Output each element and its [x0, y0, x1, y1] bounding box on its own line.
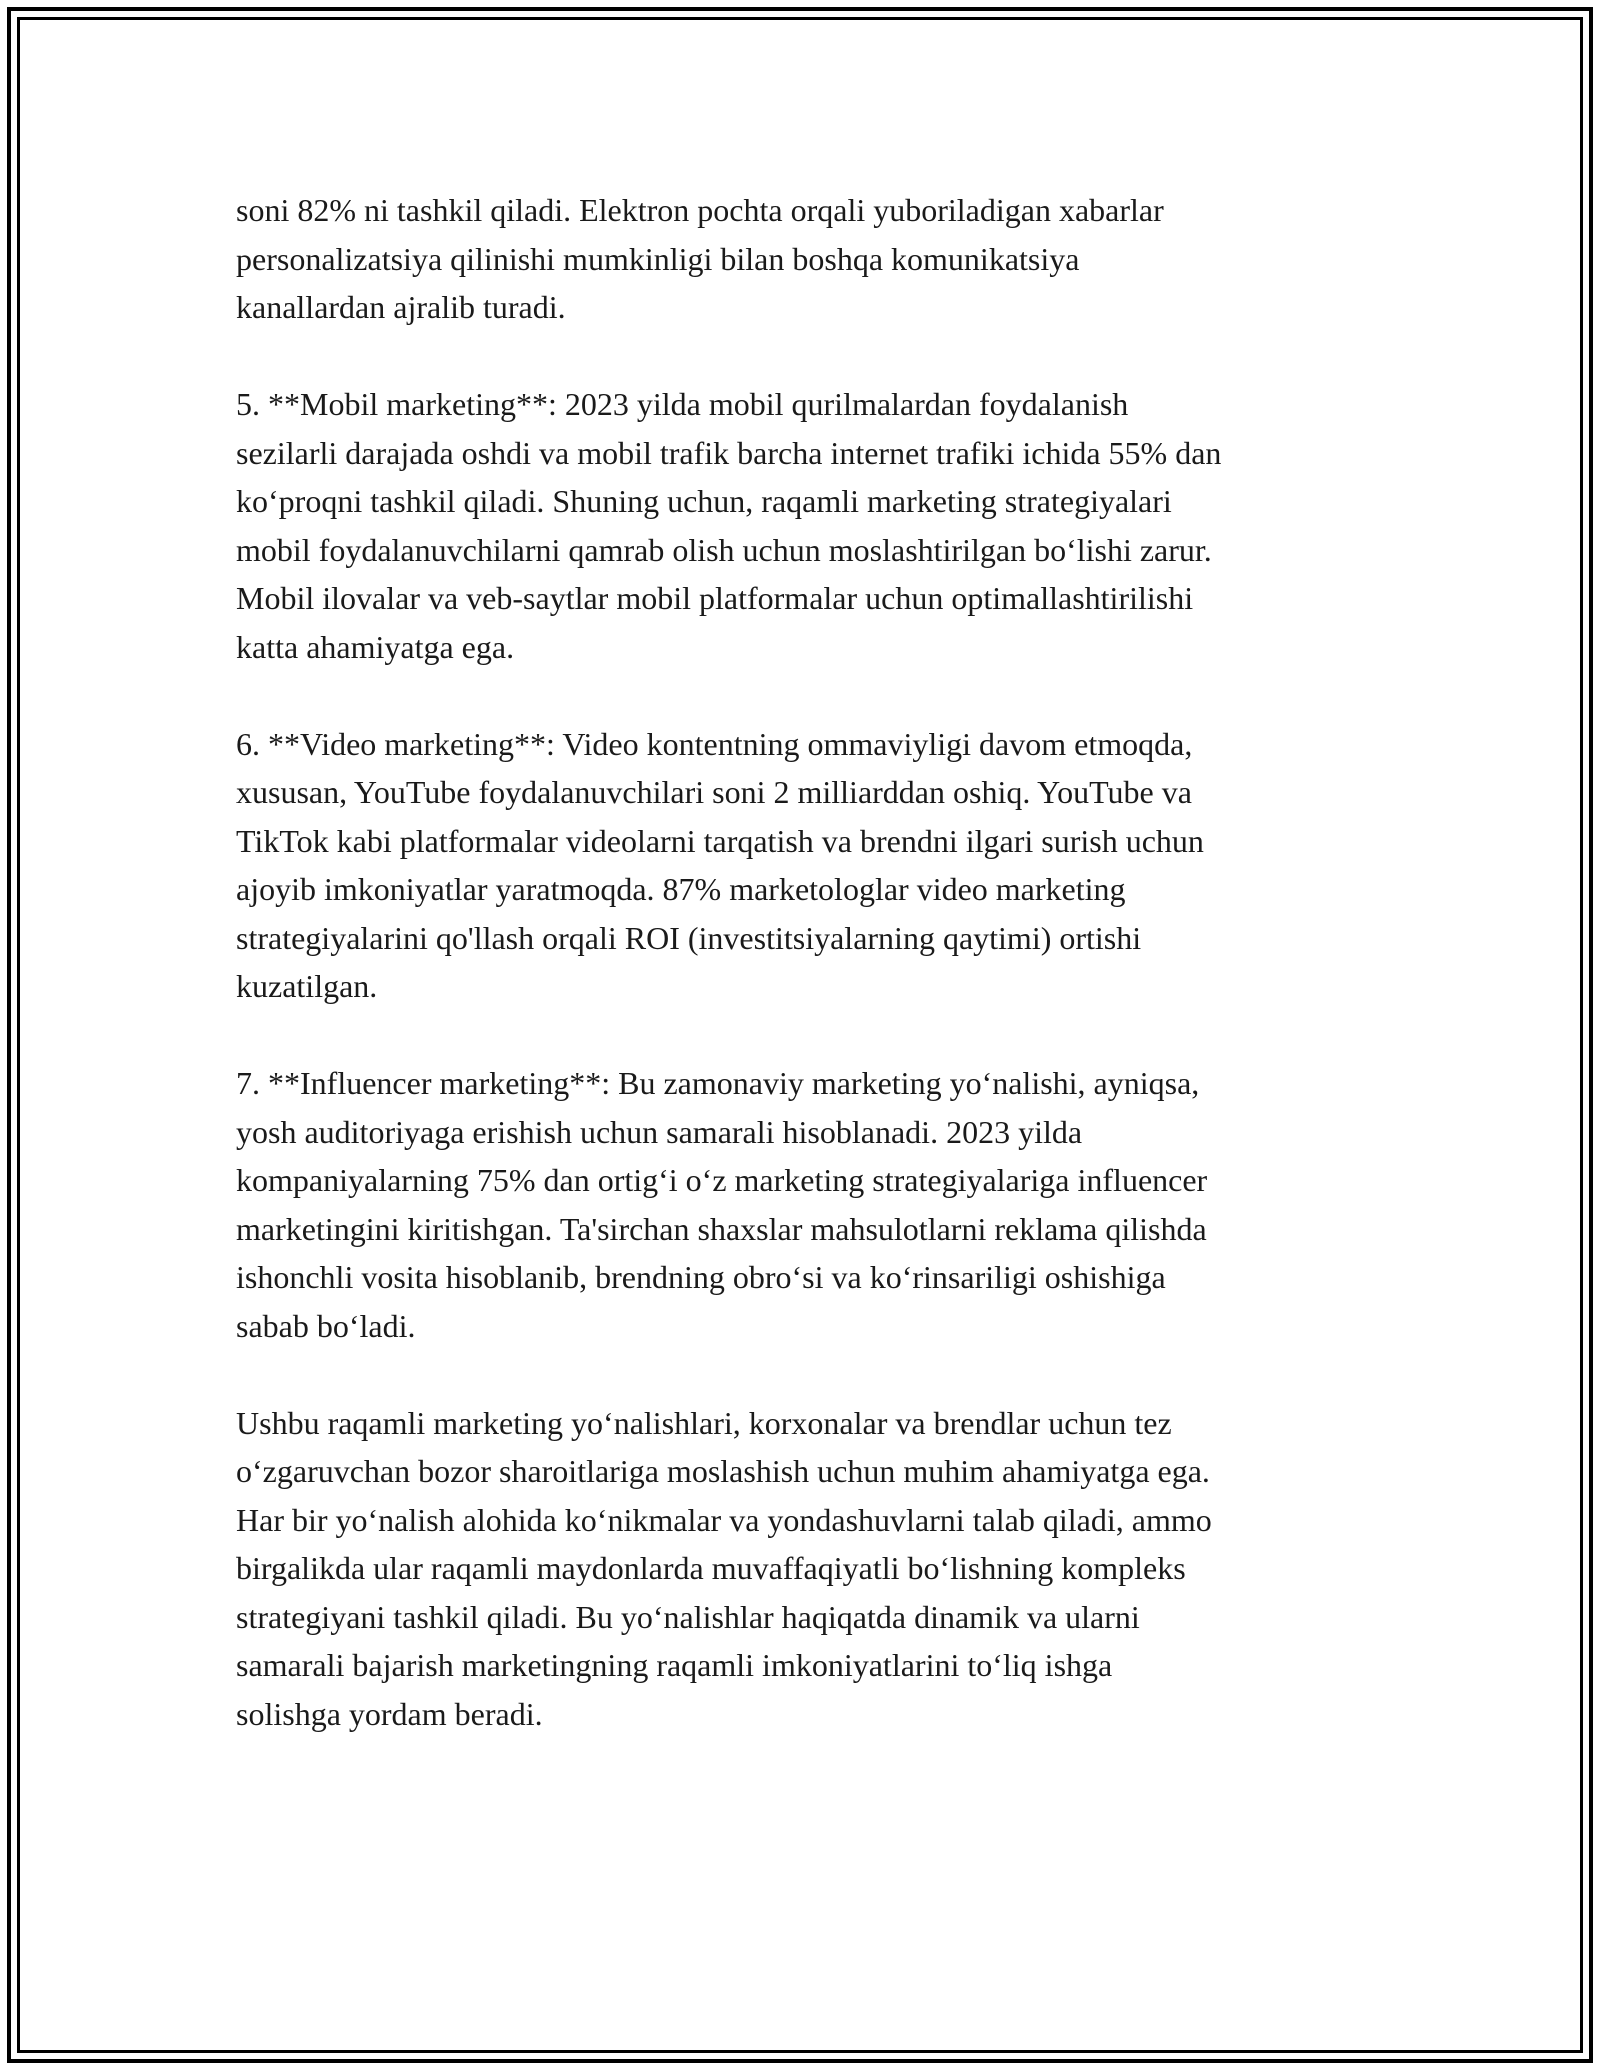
text-line: mobil foydalanuvchilarni qamrab olish uchun moslashtirilgan bo‘lishi zarur.: [236, 531, 1212, 568]
text-line: Mobil ilovalar va veb-saytlar mobil platformalar uchun optimallashtirilishi: [236, 580, 1194, 616]
text-line: katta ahamiyatga ega.: [236, 628, 515, 665]
text-line: kanallardan ajralib turadi.: [236, 289, 566, 325]
text-line: ishonchli vosita hisoblanib, brendning obro‘si va ko‘rinsariligi oshishiga: [236, 1259, 1166, 1295]
text-line: solishga yordam beradi.: [236, 1695, 543, 1732]
document-body: [236, 186, 1376, 1787]
paragraph-conclusion: [236, 1399, 1376, 1739]
text-line: personalizatsiya qilinishi mumkinligi bilan boshqa komunikatsiya: [236, 240, 1080, 277]
paragraph-email-continuation: [236, 186, 1376, 332]
text-line: xususan, YouTube foydalanuvchilari soni 2 milliarddan oshiq. YouTube va: [236, 774, 1192, 810]
text-line: Ushbu raqamli marketing yo‘nalishlari, korxonalar va brendlar uchun tez: [236, 1404, 1172, 1441]
text-line: kuzatilgan.: [236, 968, 378, 1004]
text-line: strategiyani tashkil qiladi. Bu yo‘nalishlar haqiqatda dinamik va ularni: [236, 1598, 1140, 1635]
text-line: soni 82% ni tashkil qiladi. Elektron pochta orqali yuboriladigan xabarlar: [236, 192, 1164, 228]
text-line: 6. **Video marketing**: Video kontentning ommaviyligi davom etmoqda,: [236, 725, 1193, 762]
text-line: 5. **Mobil marketing**: 2023 yilda mobil qurilmalardan foydalanish: [236, 386, 1129, 422]
text-line: 7. **Influencer marketing**: Bu zamonaviy marketing yo‘nalishi, ayniqsa,: [236, 1065, 1200, 1101]
text-line: strategiyalarini qo'llash orqali ROI (investitsiyalarning qaytimi) ortishi: [236, 919, 1142, 956]
paragraph-video-marketing: [236, 720, 1376, 1011]
text-line: samarali bajarish marketingning raqamli imkoniyatlarini to‘liq ishga: [236, 1647, 1113, 1683]
paragraph-mobile-marketing: [236, 380, 1376, 671]
text-line: TikTok kabi platformalar videolarni tarqatish va brendni ilgari surish uchun: [236, 822, 1204, 859]
text-line: kompaniyalarning 75% dan ortig‘i o‘z marketing strategiyalariga influencer: [236, 1162, 1208, 1198]
text-line: sabab bo‘ladi.: [236, 1307, 416, 1344]
text-line: ko‘proqni tashkil qiladi. Shuning uchun, raqamli marketing strategiyalari: [236, 483, 1172, 519]
text-line: marketingini kiritishgan. Ta'sirchan shaxslar mahsulotlarni reklama qilishda: [236, 1210, 1207, 1247]
text-line: Har bir yo‘nalish alohida ko‘nikmalar va yondashuvlarni talab qiladi, ammo: [236, 1501, 1212, 1538]
text-line: ajoyib imkoniyatlar yaratmoqda. 87% marketologlar video marketing: [236, 871, 1126, 907]
text-line: o‘zgaruvchan bozor sharoitlariga moslashish uchun muhim ahamiyatga ega.: [236, 1453, 1210, 1489]
text-line: birgalikda ular raqamli maydonlarda muvaffaqiyatli bo‘lishning kompleks: [236, 1550, 1186, 1586]
text-line: sezilarli darajada oshdi va mobil trafik barcha internet trafiki ichida 55% dan: [236, 434, 1222, 471]
text-line: yosh auditoriyaga erishish uchun samarali hisoblanadi. 2023 yilda: [236, 1113, 1083, 1150]
paragraph-influencer-marketing: [236, 1059, 1376, 1350]
